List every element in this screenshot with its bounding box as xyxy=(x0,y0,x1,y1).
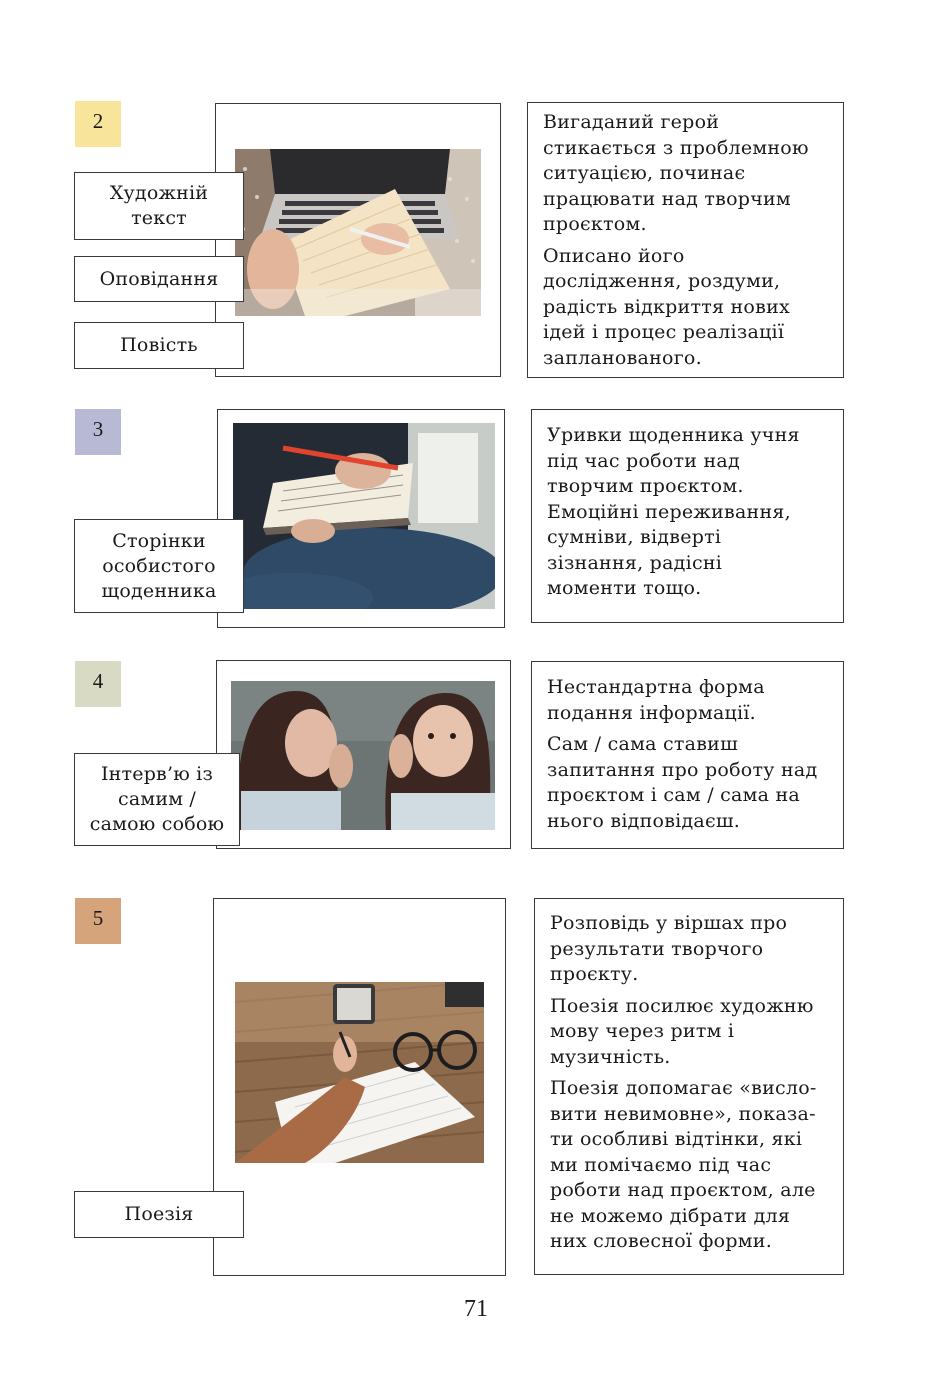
genre-label: Художній текст xyxy=(74,172,244,240)
description-paragraph: Сам / сама ставиш запитання про роботу над проєктом і сам / сама на нього відповідаєш. xyxy=(547,733,818,832)
page-number: 71 xyxy=(464,1296,488,1322)
description-box xyxy=(534,898,844,1275)
section-number-badge: 5 xyxy=(75,898,121,944)
section-number-badge: 4 xyxy=(75,661,121,707)
diary-writing-photo xyxy=(233,423,495,609)
description-box xyxy=(531,661,844,849)
description-paragraph: Поезія допомагає «висло- вити невимовне», показа- ти особливі відтінки, які ми помічаємо під час роботи над проєктом, але не можемо дібрати для них словесної форми. xyxy=(550,1077,817,1252)
description-paragraph: Розповідь у віршах про результати творчого проєкту. xyxy=(550,912,788,985)
description-paragraph: Поезія посилює художню мову через ритм і музичність. xyxy=(550,994,814,1068)
section-number-badge: 3 xyxy=(75,409,121,455)
description-box xyxy=(527,102,844,378)
genre-label: Повість xyxy=(74,322,244,369)
laptop-notebook-photo xyxy=(235,149,481,316)
description-paragraph: Нестандартна форма подання інформації. xyxy=(547,676,765,724)
whispering-women-photo xyxy=(231,681,495,830)
description-box xyxy=(531,409,844,623)
genre-label: Поезія xyxy=(74,1191,244,1238)
description-paragraph: Вигаданий герой стикається з проблемною ситуацією, починає працювати над творчим проєктом. xyxy=(543,111,809,235)
writing-glasses-photo xyxy=(235,982,484,1163)
genre-label: Оповідання xyxy=(74,256,244,302)
section-number-badge: 2 xyxy=(75,101,121,147)
description-paragraph: Описано його дослідження, роздуми, радість відкриття нових ідей і процес реалізації запланованого. xyxy=(543,244,790,369)
description-paragraph: Уривки щоденника учня під час роботи над творчим проєктом. Емоційні переживання, сумніви, відверті зізнання, радісні моменти тощо. xyxy=(547,424,800,599)
genre-label: Сторінки особистого щоденника xyxy=(74,519,244,613)
genre-label: Інтерв’ю із самим / самою собою xyxy=(74,753,240,846)
